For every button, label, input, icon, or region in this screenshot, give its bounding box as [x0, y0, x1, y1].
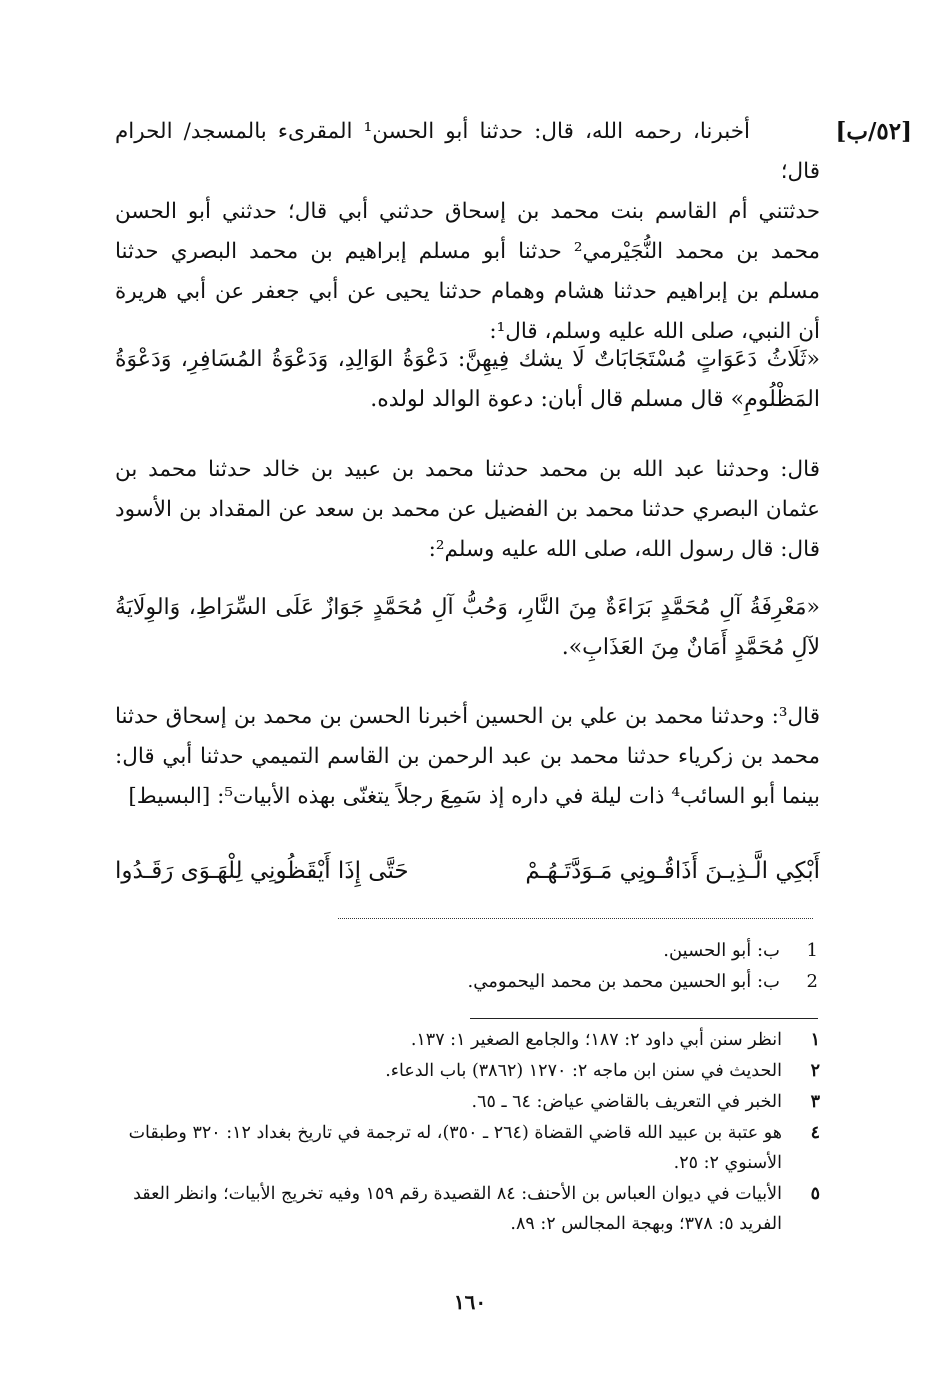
verse-hemistich-second: حَتَّى إِذَا أَيْقَظُونِي لِلْهَـوَى رَقَـدُوا: [115, 858, 409, 884]
footnote-text: انظر سنن أبي داود ٢: ١٨٧؛ والجامع الصغير ١: ١٣٧.: [410, 1030, 782, 1050]
footnote: [115, 1179, 820, 1239]
editorial-note: [338, 935, 818, 966]
footnote-number: ٢: [810, 1061, 820, 1081]
paragraph-isnad-1: [115, 112, 820, 352]
note-number: 1: [806, 940, 818, 961]
paragraph-isnad-3: قال³: وحدثنا محمد بن علي بن الحسين أخبرنا الحسن بن محمد بن إسحاق حدثنا محمد بن زكرياء حدثنا محمد بن عبد الرحمن بن القاسم التميمي حدثنا أبي قال: بينما أبو السائب⁴ ذات ليلة في داره إذ سَمِعَ رجلاً يتغنّى بهذه الأبيات⁵: [البسيط]: [115, 704, 820, 809]
footnote-text: الأبيات في ديوان العباس بن الأحنف: ٨٤ القصيدة رقم ١٥٩ وفيه تخريج الأبيات؛ وانظر العقد الفريد ٥: ٣٧٨؛ وبهجة المجالس ٢: ٨٩.: [133, 1184, 782, 1234]
footnote-number: ٣: [810, 1092, 820, 1112]
paragraph-line: أخبرنا، رحمه الله، قال: حدثنا أبو الحسن¹ المقرىء بالمسجد/ الحرام قال؛: [115, 119, 820, 184]
note-text: ب: أبو الحسين محمد بن محمد اليحمومي.: [467, 971, 780, 992]
footnote: [115, 1056, 820, 1086]
footnote-number: ٤: [810, 1123, 820, 1143]
footnotes: [115, 1025, 820, 1240]
folio-marker: [٥٢/ب]: [835, 118, 912, 145]
footnote-text: الحديث في سنن ابن ماجه ٢: ١٢٧٠ (٣٨٦٢) باب الدعاء.: [385, 1061, 782, 1081]
editorial-note: [338, 966, 818, 997]
poem-verse: [115, 858, 820, 902]
hadith-text-1: «ثَلَاثُ دَعَوَاتٍ مُسْتَجَابَاتٌ لَا يشك فِيهِنَّ: دَعْوَةُ الوَالِدِ، وَدَعْوَةُ المُسَافِرِ، وَدَعْوَةُ المَظْلُومِ» قال مسلم قال أبان: دعوة الوالد لولده.: [115, 347, 820, 412]
footnote-text: الخبر في التعريف بالقاضي عياض: ٦٤ ـ ٦٥.: [471, 1092, 782, 1112]
footnote: [115, 1118, 820, 1178]
dotted-separator: [338, 918, 813, 919]
footnote-number: ٥: [810, 1184, 820, 1204]
footnote-separator: [470, 1018, 818, 1019]
page-number: ١٦٠: [453, 1290, 487, 1314]
editorial-notes: [338, 935, 818, 997]
footnote: [115, 1087, 820, 1117]
note-number: 2: [806, 971, 818, 992]
paragraph-isnad-2: قال: وحدثنا عبد الله بن محمد حدثنا محمد بن عبيد بن خالد حدثنا محمد بن عثمان البصري حدثنا محمد بن الفضيل عن محمد بن سعد عن المقداد بن الأسود قال: قال رسول الله، صلى الله عليه وسلم²:: [115, 457, 820, 562]
footnote: [115, 1025, 820, 1055]
note-text: ب: أبو الحسين.: [663, 940, 780, 961]
footnote-number: ١: [810, 1030, 820, 1050]
verse-hemistich-first: أَبْكِي الَّـذِيـنَ أَذَاقُـونِي مَـوَدَّتَـهُـمْ: [525, 858, 820, 884]
hadith-text-2: «مَعْرِفَةُ آلِ مُحَمَّدٍ بَرَاءَةٌ مِنَ النَّارِ، وَحُبُّ آلِ مُحَمَّدٍ جَوَازٌ عَلَى السِّرَاطِ، وَالوِلَايَةُ لآلِ مُحَمَّدٍ أَمَانٌ مِنَ العَذَابِ».: [115, 595, 820, 660]
footnote-text: هو عتبة بن عبيد الله قاضي القضاة (٢٦٤ ـ ٣٥٠)، له ترجمة في تاريخ بغداد ١٢: ٣٢٠ وطبقات الأسنوي ٢: ٢٥.: [128, 1123, 782, 1173]
paragraph-text: حدثتني أم القاسم بنت محمد بن إسحاق حدثني أبي قال؛ حدثني أبو الحسن محمد بن محمد النُّجَيْرمي² حدثنا أبو مسلم إبراهيم بن محمد البصري حدثنا مسلم بن إبراهيم حدثنا هشام وهمام حدثنا يحيى عن أبي جعفر عن أبي هريرة أن النبي، صلى الله عليه وسلم، قال¹:: [115, 199, 820, 344]
